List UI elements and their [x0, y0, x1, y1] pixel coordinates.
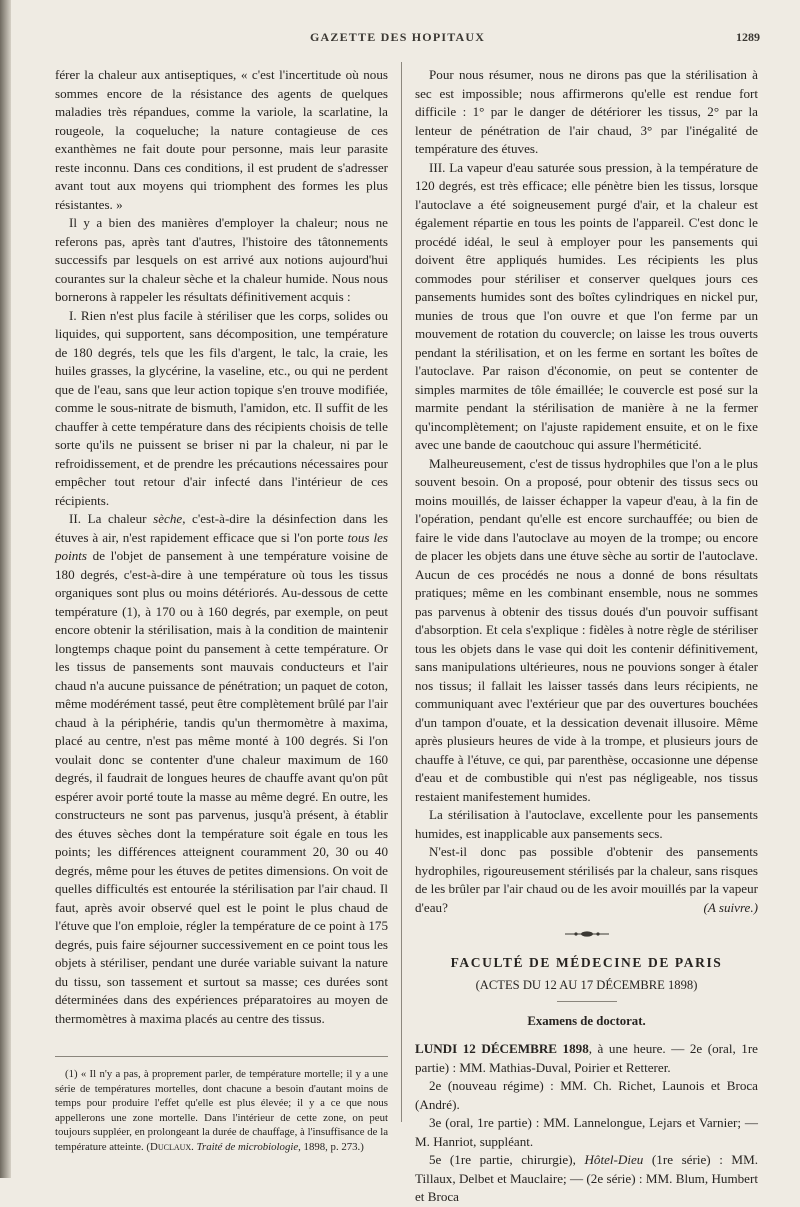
short-rule [557, 1001, 617, 1002]
footnote-author: Duclaux [150, 1140, 192, 1153]
running-title: GAZETTE DES HOPITAUX [310, 30, 486, 44]
to-be-continued: (A suivre.) [703, 899, 758, 915]
text-run: . [191, 1140, 197, 1153]
section-title: FACULTÉ DE MÉDECINE DE PARIS [450, 954, 723, 970]
ornament-icon [565, 930, 609, 938]
text-run: II. La chaleur [69, 511, 154, 526]
exam-list [415, 1040, 758, 1207]
text-run: de l'objet de pansement à une température voisine de 180 degrés, c'est-à-dire à une température où tous les tissus organiques sont plus ou moins détériorés. Au-dessous de cette température (1), à 170 ou à 160 degrés, par exemple, on peut encore obtenir la stérilisation, mais à la condition de maintenir longtemps chaque point du pansement à cette température. Or les tissus de pansements sont mauvais conducteurs et l'air chaud n'a aucune puissance de pénétration; un paquet de coton, même modérément tassé, peut être complètement brûlé par l'air chaud à la périphérie, tandis qu'un thermomètre à maxima, placé au centre, n'est pas même monté à 100 degrés. Si l'on voulait donc se contenter d'une chaleur maximum de 160 degrés, il faudrait de longues heures de chauffe avant qu'on pût espérer avoir porté toute la masse au même degré. En outre, les constructeurs ne sont pas parvenus, jusqu'à présent, à établir des étuves sèches dont la température soit égale en tous les points; les différences atteignent couramment 20, 30 ou 40 degrés, même pour les étuves de petites dimensions. On voit de quelles difficultés est entourée la stérilisation par l'air chaud. Il faut, après avoir observé quel est le point le plus chaud de l'étuve que l'on emploie, régler la température de ce point à 175 degrés, puis faire séjourner successivement en ce point tous les objets à stériliser, pendant une durée variable suivant la nature du tissu, son tassement et surtout sa masse; ces durées sont déterminées dans des expériences préparatoires au moyen de thermomètres à maxima placés au centre des tissus. [55, 548, 388, 1026]
footnote-separator [55, 1056, 388, 1057]
emphasis: Hôtel-Dieu [584, 1152, 644, 1167]
exam-entry: 2e (nouveau régime) : MM. Ch. Richet, Launois et Broca (André). [415, 1078, 758, 1112]
text-run: 5e (1re partie, chirurgie), [429, 1152, 585, 1167]
left-column [55, 66, 388, 1155]
page-number: 1289 [736, 30, 760, 44]
exam-date: LUNDI 12 DÉCEMBRE 1898 [415, 1041, 589, 1056]
text-run: , 1898, p. 273.) [298, 1140, 364, 1153]
text-run: (1re série) : MM. Tillaux, Delbet et Mauclaire; — (2e série) : MM. Blum, Humbert et Broca [415, 1152, 758, 1204]
paragraph: Pour nous résumer, nous ne dirons pas que la stérilisation à sec est impossible; nous affirmerons qu'elle est rendue fort difficile : 1° par le danger de détériorer les tissus, 2° par la lenteur de pénétration de l'air chaud, 3° par l'inégalité de température des étuves. [415, 67, 758, 156]
paragraph: Malheureusement, c'est de tissus hydrophiles que l'on a le plus souvent besoin. On a proposé, pour obtenir des tissus secs ou moins mouillés, de laisser échapper la vapeur d'eau, à la fin de l'opération, pendant qu'elle est encore surchauffée; ou bien de faire le vide dans l'autoclave au moyen de la trompe; ou encore de placer les objets dans une étuve sèche au sortir de l'autoclave. Aucun de ces procédés ne nous a donné de bons résultats pratiques; même en les combinant ensemble, nous ne sommes pas parvenus à obtenir des tissus doués d'un pouvoir suffisant d'absorption. Et cela s'explique : fidèles à notre règle de stériliser tous les objets dans le vase qui doit les contenir définitivement, sans manipulations ultérieures, nous ne pouvions songer à étaler nos tissus; il fallait les laisser tassés dans leurs récipients, ne communiquant avec l'extérieur que par des ouvertures bouchées d'un tampon d'ouate, et la dessication devenait illusoire. Même après plusieurs heures de vide à la trompe, et plusieurs jours de chauffe à l'étuve, ce qui, par parenthèse, occasionne une dépense d'eau et de combustible qui n'est pas négligeable, nos tissus restaient manifestement humides. [415, 455, 758, 804]
page-header [300, 26, 770, 48]
subsection-title: Examens de doctorat. [527, 1013, 646, 1028]
footnote-work: Traité de microbiologie [196, 1140, 299, 1153]
column-divider [401, 62, 402, 1122]
text-run: , c'est-à-dire la désinfection dans les étuves à air, n'est rapidement efficace que si l'on porte [55, 511, 389, 545]
divider-ornament [415, 925, 758, 944]
paragraph: Il y a bien des manières d'employer la chaleur; nous ne referons pas, après tant d'autres, l'histoire des tâtonnements successifs par lesquels on est arrivé aux notions aujourd'hui courantes sur la chaleur sèche et la chaleur humide. Nous nous bornerons à rappeler les résultats définitivement acquis : [55, 215, 388, 304]
emphasis: sèche [153, 511, 183, 526]
footnote [55, 1067, 388, 1155]
footnote-text [55, 1067, 388, 1155]
paragraph: férer la chaleur aux antiseptiques, « c'est l'incertitude où nous sommes encore de la résistance des agents de quelques maladies très répandues, comme la variole, la scarlatine, la rougeole, la coqueluche; la nature contagieuse de ces exanthèmes ne fait doute pour personne, mais leur parasite reste inconnu. Dans ces conditions, il est prudent de s'adresser avant tout aux moyens qui triomphent des formes les plus résistantes. » [55, 67, 388, 212]
exam-entry [415, 1151, 758, 1207]
text-run: (1) « Il n'y a pas, à proprement parler, de température mortelle; il y a une série de températures mortelles, dont chacune a besoin d'autant moins de temps pour produire l'effet qu'elle est plus élevée; il y a ce que nous appellerons une zone mortelle. Dans l'intérieur de cette zone, on peut toujours suppléer, en prolongeant la durée de chauffage, à l'insuffisance de la température atteinte. ( [55, 1068, 388, 1153]
paragraph [415, 843, 758, 917]
paragraph: I. Rien n'est plus facile à stériliser que les corps, solides ou liquides, qui supportent, sans décomposition, une température de 180 degrés, tels que les fils d'argent, le talc, la craie, les huiles grasses, la glycérine, la vaseline, etc., ou qui ne perdent que de l'eau, sans que leur action topique s'en trouve modifiée, comme le sous-nitrate de bismuth, l'amidon, etc. Il suffit de les chauffer à cette température dans des récipients choisis de telle sorte qu'ils ne puissent se briser ni par la chaleur, ni par le refroidissement, et de prendre les précautions nécessaires pour empêcher tout retour d'air infecté dans l'intérieur de ces récipients. [55, 307, 388, 508]
exam-entry [415, 1040, 758, 1077]
text-run: N'est-il donc pas possible d'obtenir des pansements hydrophiles, rigoureusement stérilisés par la chaleur, sans risques de les brûler par l'air chaud ou de les avoir mouillés par la vapeur d'eau? [415, 844, 758, 915]
paragraph [55, 510, 388, 1028]
right-column [415, 66, 758, 1207]
paragraph: III. La vapeur d'eau saturée sous pression, à la température de 120 degrés, est très efficace; elle pénètre bien les tissus, lorsque l'autoclave a été soigneusement purgé d'air, et la chaleur est également répartie en tous les points de l'appareil. C'est donc le procédé idéal, le seul à employer pour les pansements qui doivent être appliqués humides. Les récipients les plus commodes pour stériliser et conserver quelques jours ces pansements humides sont des boîtes cylindriques en nickel pur, munies de trous que l'on ouvre et que l'on ferme par un mouvement de rotation du couvercle; on laisse les trous ouverts pendant la stérilisation, et on les ferme en sortant les boîtes de l'autoclave. Par raison d'économie, on peut se contenter de simples marmites de tôle émaillée; le couvercle est posé sur la marmite pendant la stérilisation de manière à ne la fermer qu'incomplètement; on l'ajuste rapidement ensuite, et on le fixe avec une bande de caoutchouc qui assure l'herméticité. [415, 159, 758, 452]
section-dates: (ACTES DU 12 AU 17 DÉCEMBRE 1898) [475, 978, 698, 992]
paragraph: La stérilisation à l'autoclave, excellente pour les pansements humides, est inapplicable aux pansements secs. [415, 807, 758, 841]
binding-edge [0, 0, 11, 1178]
text-run: , à une heure. — 2e (oral, 1re partie) : MM. Mathias-Duval, Poirier et Retterer. [415, 1041, 758, 1075]
emphasis: tous les points [55, 529, 388, 563]
exam-entry: 3e (oral, 1re partie) : MM. Lannelongue, Lejars et Varnier; — M. Hanriot, suppléant. [415, 1115, 758, 1149]
